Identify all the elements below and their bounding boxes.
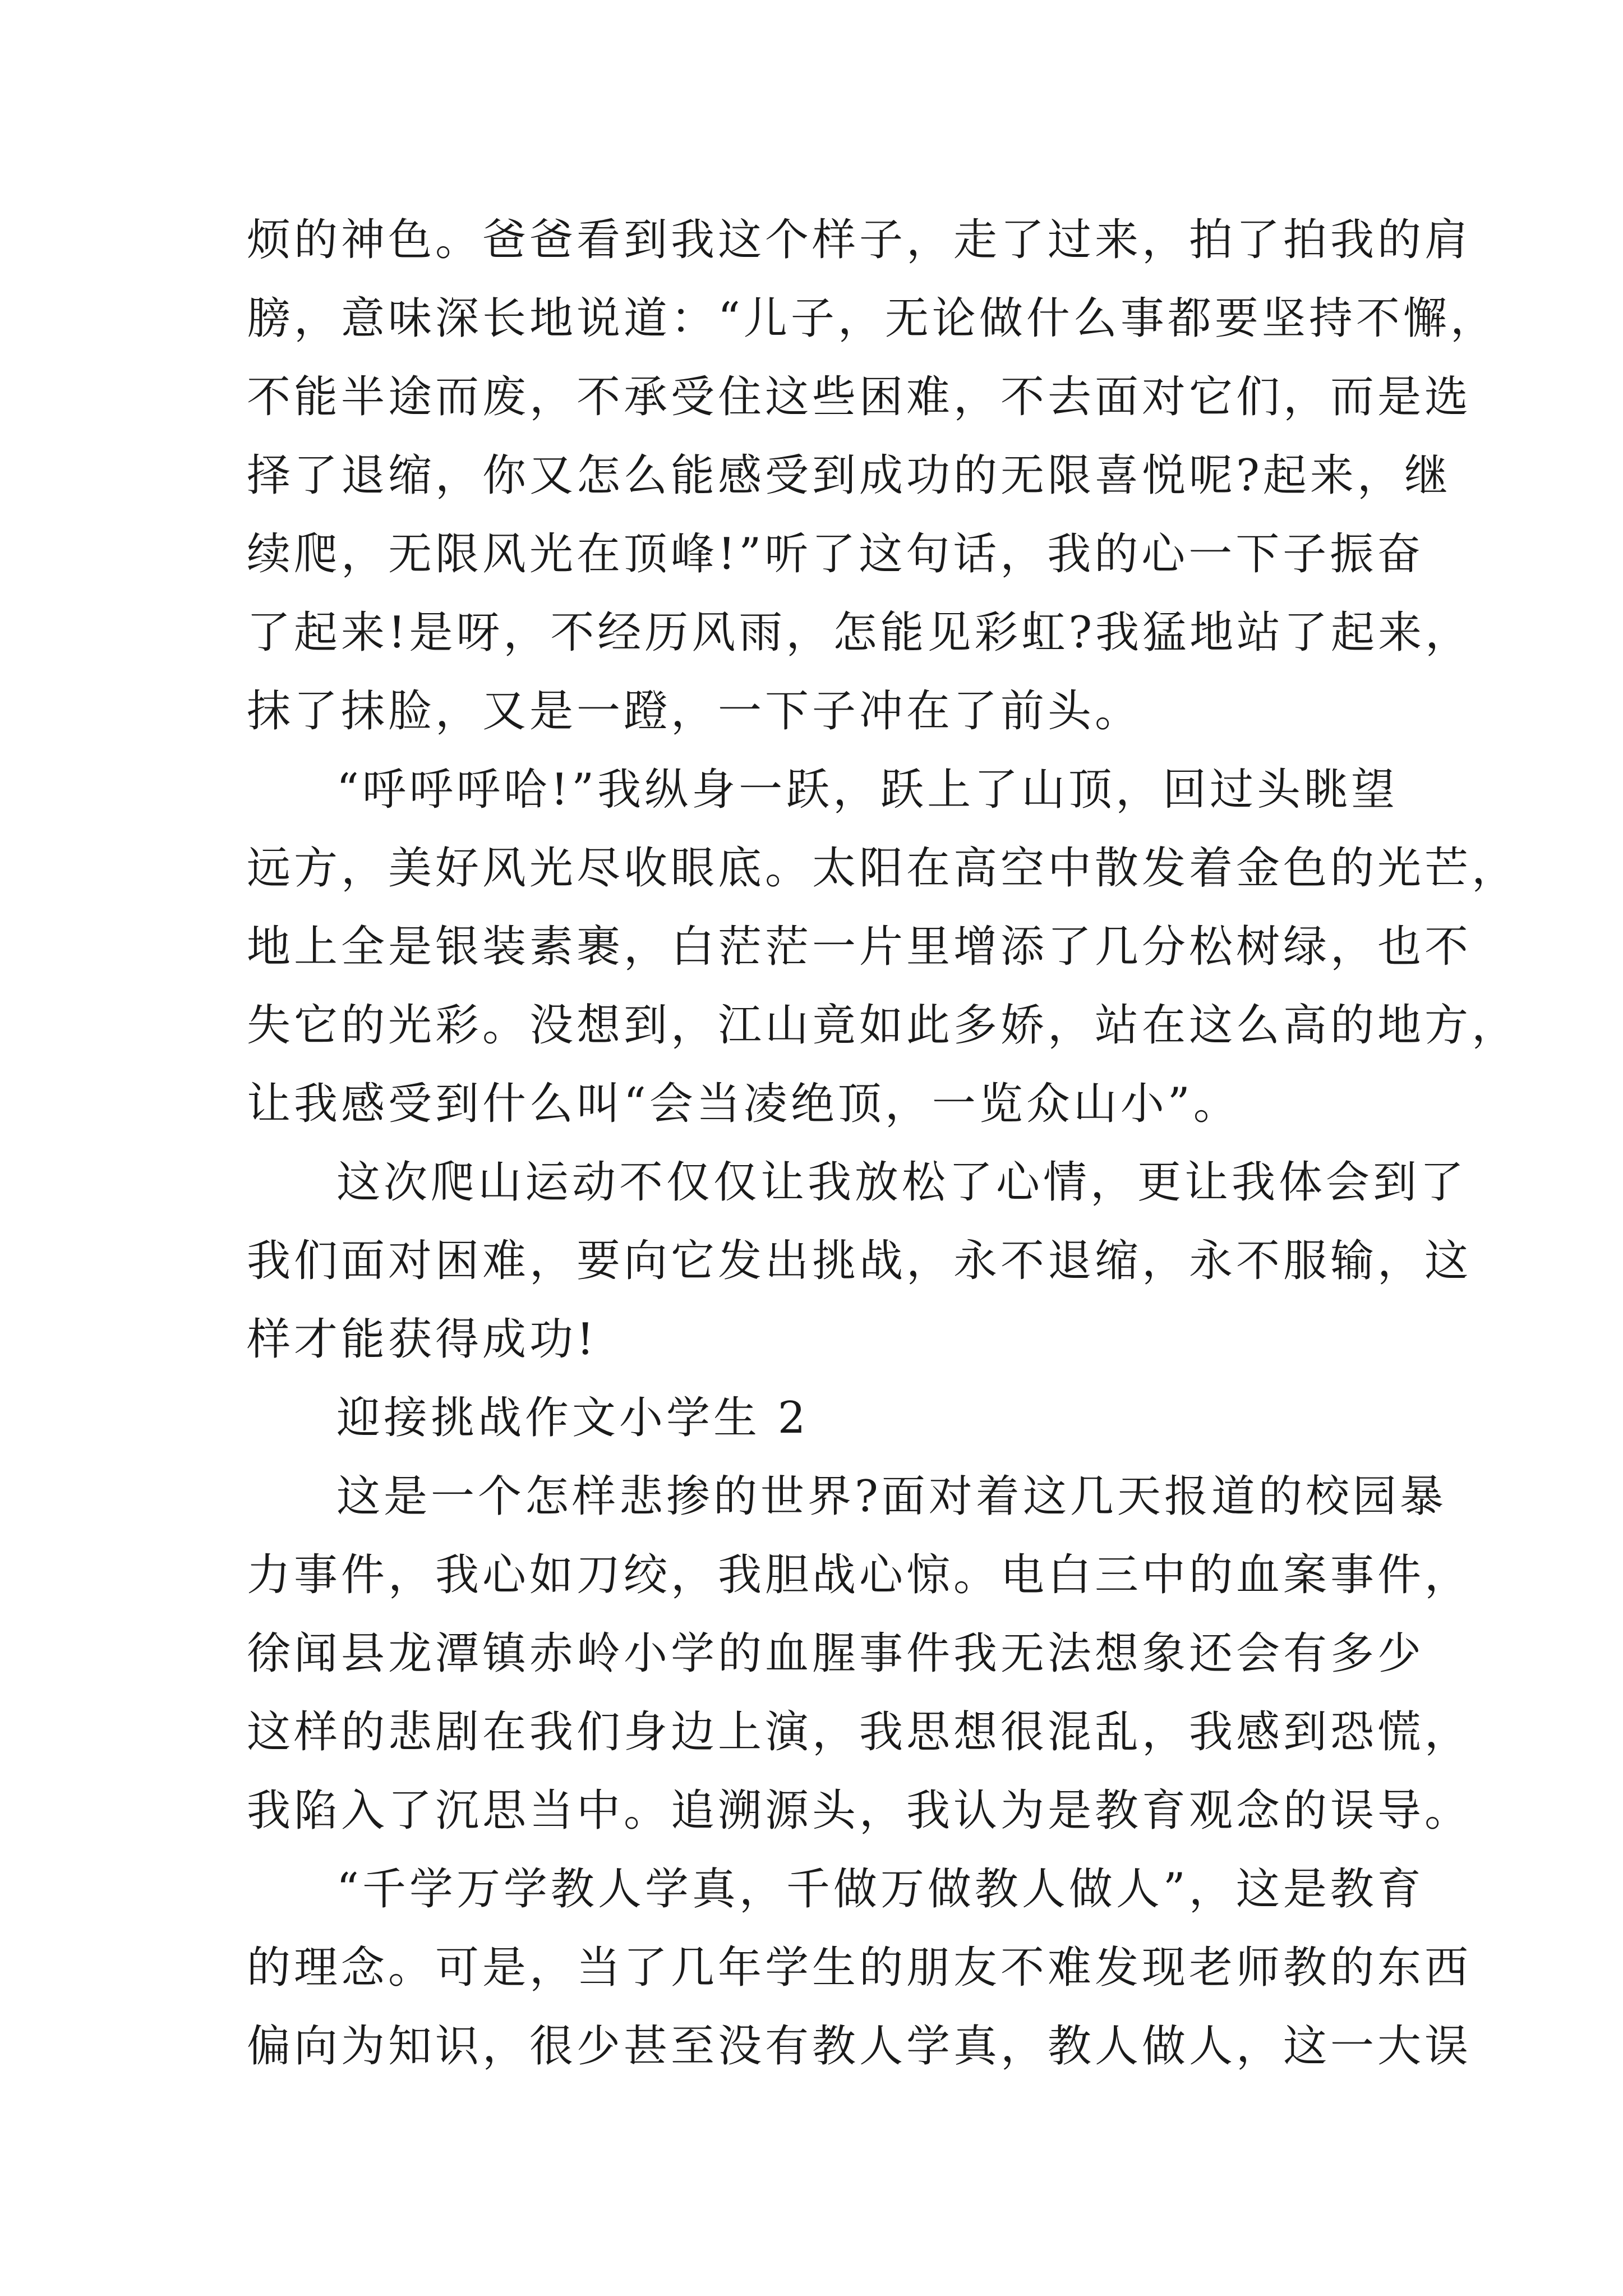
text-line: 地上全是银装素裹，白茫茫一片里增添了几分松树绿，也不 [247,922,1472,972]
text-line: 我陷入了沉思当中。追溯源头，我认为是教育观念的误导。 [247,1786,1472,1836]
text-line: 不能半途而废，不承受住这些困难，不去面对它们，而是选 [247,372,1472,422]
section-heading: 迎接挑战作文小学生 2 [336,1393,809,1443]
text-line: 我们面对困难，要向它发出挑战，永不退缩，永不服输，这 [247,1236,1472,1286]
text-line: 偏向为知识，很少甚至没有教人学真，教人做人，这一大误 [247,2021,1472,2072]
paragraph-first-line: 这是一个怎样悲掺的世界?面对着这几天报道的校园暴 [336,1471,1447,1522]
text-line: 让我感受到什么叫“会当凌绝顶，一览众山小”。 [247,1079,1241,1129]
text-line: 失它的光彩。没想到，江山竟如此多娇，站在这么高的地方， [247,1000,1519,1051]
paragraph-first-line: 这次爬山运动不仅仅让我放松了心情，更让我体会到了 [336,1157,1468,1208]
text-line: 的理念。可是，当了几年学生的朋友不难发现老师教的东西 [247,1943,1472,1993]
text-line: 烦的神色。爸爸看到我这个样子，走了过来，拍了拍我的肩 [247,215,1472,265]
text-line: 力事件，我心如刀绞，我胆战心惊。电白三中的血案事件， [247,1550,1472,1600]
text-line: 续爬，无限风光在顶峰!”听了这句话，我的心一下子振奋 [247,529,1424,579]
text-line: 了起来!是呀，不经历风雨，怎能见彩虹?我猛地站了起来， [247,608,1473,658]
text-line: 这样的悲剧在我们身边上演，我思想很混乱，我感到恐慌， [247,1707,1472,1757]
text-line: 抹了抹脸，又是一蹬，一下子冲在了前头。 [247,686,1142,737]
paragraph-first-line: “千学万学教人学真，千做万做教人做人”，这是教育 [336,1864,1424,1915]
text-line: 择了退缩，你又怎么能感受到成功的无限喜悦呢?起来，继 [247,450,1451,501]
text-line: 膀，意味深长地说道：“儿子，无论做什么事都要坚持不懈， [247,293,1497,344]
text-line: 远方，美好风光尽收眼底。太阳在高空中散发着金色的光芒， [247,843,1519,894]
text-line: 徐闻县龙潭镇赤岭小学的血腥事件我无法想象还会有多少 [247,1628,1425,1679]
text-line: 样才能获得成功! [247,1314,598,1365]
paragraph-first-line: “呼呼呼哈!”我纵身一跃，跃上了山顶，回过头眺望 [336,765,1399,815]
